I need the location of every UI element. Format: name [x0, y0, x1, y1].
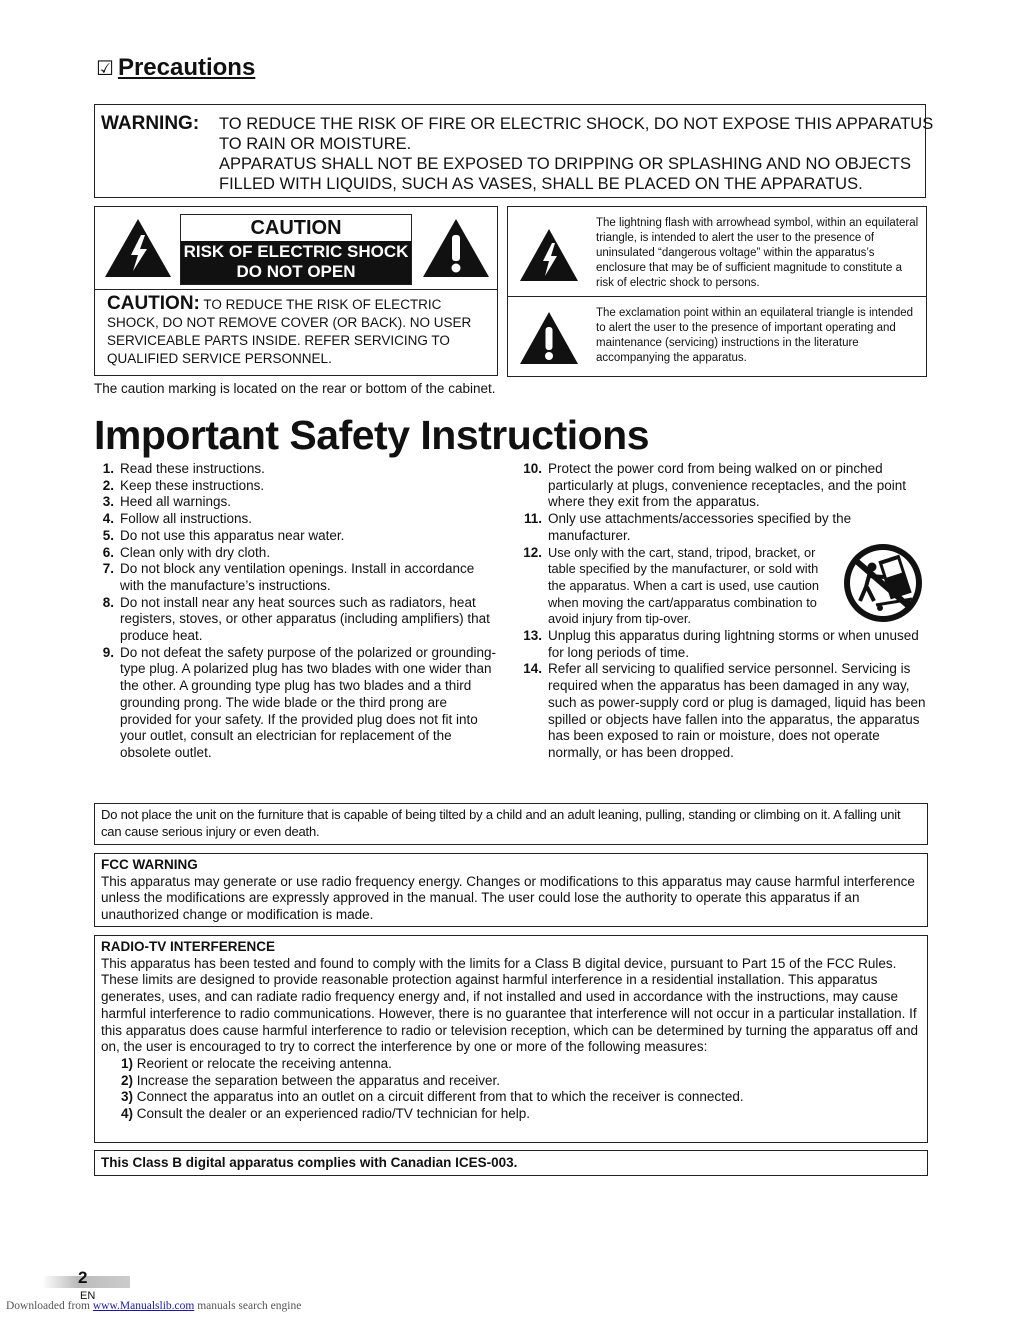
list-item — [520, 511, 926, 544]
item-text: Follow all instructions. — [120, 511, 253, 527]
measure-item — [101, 1089, 921, 1106]
item-text: Do not install near any heat sources such as radiators, heat registers, stoves, or other apparatus (including amplifiers) that produce heat. — [120, 594, 490, 644]
download-footer — [6, 1300, 301, 1312]
divider — [95, 289, 497, 290]
measure-text: Consult the dealer or an experienced radio/TV technician for help. — [133, 1106, 530, 1122]
radio-heading: RADIO-TV INTERFERENCE — [101, 939, 276, 954]
download-suffix: manuals search engine — [194, 1300, 302, 1312]
tip-over-notice: Do not place the unit on the furniture that is capable of being tilted by a child and an adult leaning, pulling, standing or climbing on it. A falling unit can cause serious injury or even death. — [94, 803, 928, 845]
item-text: Heed all warnings. — [120, 494, 232, 510]
measure-text: Increase the separation between the apparatus and receiver. — [133, 1072, 501, 1088]
lightning-triangle-icon — [518, 227, 580, 283]
list-item — [96, 528, 496, 545]
list-item — [96, 645, 496, 762]
list-item — [520, 545, 926, 629]
measure-number: 2) — [121, 1072, 134, 1088]
warning-label: WARNING: — [101, 113, 200, 134]
item-number: 3. — [102, 494, 114, 510]
caution-label-warning — [181, 241, 411, 284]
caution-text-body: TO REDUCE THE RISK OF ELECTRIC SHOCK, DO NOT REMOVE COVER (OR BACK). NO USER SERVICEABLE PARTS INSIDE. REFER SERVICING TO QUALIFIED SERVICE PERSONNEL. — [107, 297, 472, 366]
measure-number: 4) — [121, 1106, 134, 1122]
item-number: 12. — [523, 544, 542, 560]
radio-text: This apparatus has been tested and found to comply with the limits for a Class B digital device, pursuant to Part 15 of the FCC Rules. These limits are designed to provide reasonable protection against harmful interference in a residential installation. This apparatus generates, uses, and can radiate radio frequency energy and, if not installed and used in accordance with the instructions, may cause harmful interference to radio communications. However, there is no guarantee that interference will not occur in a particular installation. If this apparatus does cause harmful interference to radio or television reception, which can be determined by turning the apparatus off and on, the user is encouraged to try to correct the interference by one or more of the following measures: — [101, 955, 918, 1055]
measure-item — [101, 1056, 921, 1073]
warning-line: TO REDUCE THE RISK OF FIRE OR ELECTRIC SHOCK, DO NOT EXPOSE THIS APPARATUS — [219, 115, 934, 133]
item-number: 1. — [102, 461, 114, 476]
measure-item — [101, 1106, 921, 1123]
caution-label — [180, 214, 412, 285]
download-prefix: Downloaded from — [6, 1300, 93, 1312]
item-number: 6. — [102, 544, 114, 560]
item-text: Clean only with dry cloth. — [120, 544, 271, 560]
item-text: Use only with the cart, stand, tripod, bracket, or table specified by the manufacturer, or sold with the apparatus. When a cart is used, use caution when moving the cart/apparatus combination to avoid injury from tip-over. — [548, 544, 820, 627]
item-number: 11. — [523, 511, 542, 527]
item-number: 13. — [523, 628, 542, 644]
list-item — [520, 461, 926, 511]
caution-label-title: CAUTION — [250, 217, 342, 239]
item-number: 9. — [102, 644, 114, 660]
measure-number: 1) — [121, 1055, 134, 1071]
exclamation-triangle-icon — [518, 310, 580, 366]
list-item — [520, 628, 926, 661]
item-text: Protect the power cord from being walked on or pinched particularly at plugs, convenience receptacles, and the point where they exit from the apparatus. — [548, 461, 906, 510]
warning-box — [94, 104, 934, 198]
item-text: Read these instructions. — [120, 461, 265, 476]
exclamation-symbol-description: The exclamation point within an equilateral triangle is intended to alert the user to the presence of important operating and maintenance (servicing) instructions in the literature accompanying the apparatus. — [596, 307, 914, 364]
item-text: Do not use this apparatus near water. — [120, 527, 345, 543]
instructions-list-right — [520, 461, 926, 762]
list-item — [96, 478, 496, 495]
caution-text-label: CAUTION: — [107, 293, 200, 314]
caution-text — [107, 295, 491, 368]
caution-marking-note: The caution marking is located on the rear or bottom of the cabinet. — [94, 381, 496, 396]
item-number: 7. — [102, 561, 114, 577]
item-number: 5. — [102, 527, 114, 543]
item-text: Refer all servicing to qualified service personnel. Servicing is required when the apparatus has been damaged in any way, such as power-supply cord or plug is damaged, liquid has been spilled or objects have fallen into the apparatus, the apparatus has been exposed to rain or moisture, does not operate normally, or has been dropped. — [548, 661, 926, 760]
item-number: 10. — [523, 461, 542, 476]
page-number: 2 — [78, 1268, 88, 1287]
measure-text: Connect the apparatus into an outlet on a circuit different from that to which the receiver is connected. — [133, 1089, 744, 1105]
checkbox-icon: ☑ — [96, 57, 114, 80]
fcc-text: This apparatus may generate or use radio frequency energy. Changes or modifications to this apparatus may cause harmful interference unless the modifications are expressly approved in the manual. The user could lose the authority to operate this apparatus if an unauthorized change or modification is made. — [101, 873, 915, 923]
canada-compliance-notice: This Class B digital apparatus complies with Canadian ICES-003. — [94, 1150, 928, 1176]
manualslib-link[interactable]: www.Manualslib.com — [92, 1300, 195, 1312]
list-item — [96, 511, 496, 528]
page-title: Important Safety Instructions — [94, 412, 650, 458]
instructions-list-left — [96, 461, 496, 762]
item-text: Unplug this apparatus during lightning storms or when unused for long periods of time. — [548, 628, 919, 660]
list-item — [96, 561, 496, 594]
item-text: Keep these instructions. — [120, 477, 265, 493]
item-text: Only use attachments/accessories specified by the manufacturer. — [548, 511, 852, 543]
item-number: 14. — [523, 661, 542, 677]
list-item — [520, 661, 926, 761]
caution-label-line: DO NOT OPEN — [236, 262, 356, 281]
list-item — [96, 545, 496, 562]
item-text: Do not defeat the safety purpose of the polarized or grounding-type plug. A polarized plug has two blades with one wider than the other. A grounding type plug has two blades and a third grounding prong. The wide blade or the third prong are provided for your safety. If the provided plug does not fit into your outlet, consult an electrician for replacement of the obsolete outlet. — [120, 644, 496, 760]
radio-tv-interference-box — [94, 935, 928, 1143]
warning-line: FILLED WITH LIQUIDS, SUCH AS VASES, SHALL BE PLACED ON THE APPARATUS. — [219, 175, 863, 193]
measure-number: 3) — [121, 1089, 134, 1105]
divider — [508, 296, 926, 297]
warning-text — [219, 114, 934, 194]
warning-line: TO RAIN OR MOISTURE. — [219, 135, 412, 153]
caution-box — [94, 206, 498, 376]
section-header — [96, 54, 255, 82]
exclamation-triangle-icon — [421, 217, 491, 279]
fcc-warning-box — [94, 853, 928, 927]
list-item — [96, 461, 496, 478]
measure-text: Reorient or relocate the receiving antenna. — [133, 1055, 392, 1071]
list-item — [96, 494, 496, 511]
lightning-symbol-description: The lightning flash with arrowhead symbol, within an equilateral triangle, is intended to alert the user to the presence of uninsulated “dangerous voltage” within the apparatus’s enclosure that may be of sufficient magnitude to constitute a risk of electric shock to persons. — [596, 217, 919, 289]
item-number: 2. — [102, 477, 114, 493]
caution-label-line: RISK OF ELECTRIC SHOCK — [183, 242, 409, 261]
section-title: Precautions — [117, 54, 256, 81]
fcc-heading: FCC WARNING — [101, 857, 198, 872]
item-number: 8. — [102, 594, 114, 610]
symbols-box — [507, 206, 927, 377]
item-text: Do not block any ventilation openings. Install in accordance with the manufacture’s instructions. — [120, 561, 475, 593]
cart-tipover-warning-icon — [840, 543, 926, 623]
item-number: 4. — [102, 511, 114, 527]
warning-line: APPARATUS SHALL NOT BE EXPOSED TO DRIPPING OR SPLASHING AND NO OBJECTS — [219, 155, 911, 173]
list-item — [96, 595, 496, 645]
measure-item — [101, 1073, 921, 1090]
lightning-triangle-icon — [103, 217, 173, 279]
language-code: EN — [80, 1290, 96, 1302]
